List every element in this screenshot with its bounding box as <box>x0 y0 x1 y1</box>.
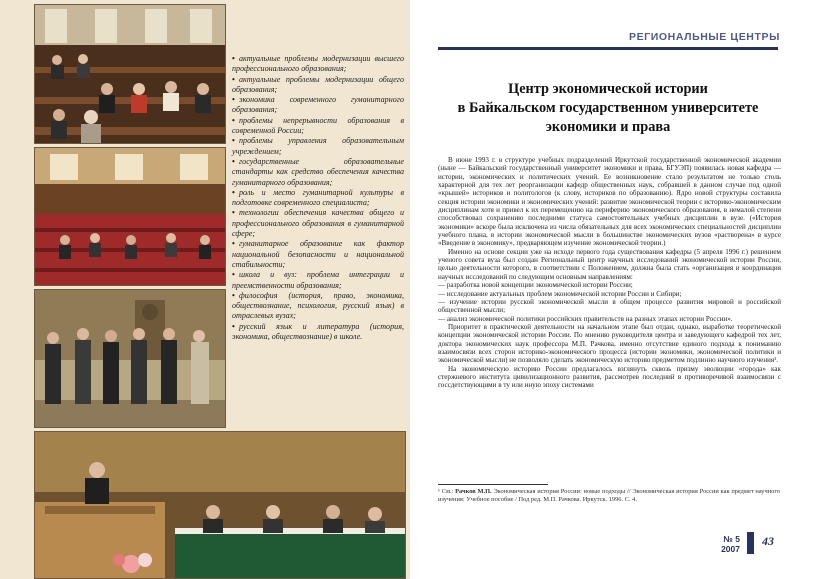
issue-year: 2007 <box>721 544 740 554</box>
paragraph: На экономическую историю России предлагалось взглянуть сквозь призму эволюции «города» как стержневого института цивилизационного развития, рассмотрев последний в противоречивой взаимосвязи с госсдетствующими в ту или иную эпоху системами <box>438 364 781 390</box>
paragraph: Приоритет в практической деятельности на начальном этапе был отдан, однако, выработке теоретической концепции экономической истории России. По мнению руководителя центра и заведующего кафедрой тех лет, доктора экономических наук профессора М.П. Рачкова, именно отсутствие единого подхода к пониманию взаимосвязи всех сторон историко-экономического процесса (истории экономики, экономической политики и экономической мысли) не позволяло сделать экономическую историю предметом подлинно научного изучения¹. <box>438 322 781 365</box>
article-title <box>438 80 778 137</box>
bullet-icon: • <box>232 239 235 249</box>
list-item: — исследование актуальных проблем экономической истории России и Сибири; <box>438 289 682 298</box>
list-item: — разработка новой концепции экономической истории России; <box>438 281 633 290</box>
title-line: Центр экономической истории <box>508 81 708 97</box>
issue-line: № 5 <box>723 534 740 544</box>
paragraph: Именно на основе секции уже на исходе первого года существования кафедры (5 апреля 1996 г.) решением ученого совета вуза был создан Региональный центр научных исследований экономической истории России, целью деятельности которого, в соответствии с Положением, должна была стать «организация и координация научных исследований по следующим основным направлениям: <box>438 247 781 281</box>
bullet-icon: • <box>232 208 235 218</box>
topics-bullet-list <box>232 54 404 342</box>
issue-number <box>706 534 740 554</box>
photo-presidium-speaker <box>34 431 406 579</box>
list-item: • проблемы непрерывности образования в современной России; <box>232 115 404 136</box>
footnote-author: Рачков М.П. <box>455 488 492 495</box>
list-item: • русский язык и литература (история, экономика, обществознание) в школе. <box>232 321 404 342</box>
photo-1-illustration <box>35 5 225 143</box>
bullet-icon: • <box>232 270 235 280</box>
header-divider <box>438 47 778 50</box>
list-item: • гуманитарное образование как фактор национальной безопасности и национальной стабильности; <box>232 239 404 269</box>
footnote-text: Экономическая история России: новые подходы // Экономическая история России как предмет научного изучения: Учебное пособие / Под ред. М.П. Рачкова. Иркутск. 1996. С. 4. <box>438 488 780 503</box>
bullet-icon: • <box>232 95 235 105</box>
photo-conference-audience-2 <box>34 147 226 286</box>
title-line: в Байкальском государственном университете <box>457 100 759 116</box>
issue-bar <box>747 532 754 554</box>
footnote <box>438 488 780 504</box>
list-item: • философия (история, право, экономика, обществознание, психология, русский язык) в отраслевых вузах; <box>232 290 404 321</box>
list-item: • школа и вуз: проблема интеграции и преемственности образования; <box>232 270 404 290</box>
list-item: — анализ экономической политики российских правительств на разных этапах истории России». <box>438 314 733 323</box>
photo-3-illustration <box>35 290 225 427</box>
list-item: • проблемы управления образовательным учреждением; <box>232 136 404 156</box>
list-item: • технологии обеспечения качества общего и профессионального образования в гуманитарной сфере; <box>232 208 404 239</box>
article-body <box>438 156 781 390</box>
photo-conference-audience-1 <box>34 4 226 144</box>
right-page <box>410 0 820 579</box>
list-item: — изучение истории русской экономической мысли в общем процессе развития мировой и российской общественной мысли; <box>438 297 781 315</box>
list-item: • роль и место гуманитарной культуры в подготовке современного специалиста; <box>232 187 404 208</box>
paragraph: В июне 1993 г. в структуре учебных подразделений Иркутской государственной экономической академии (ныне — Байкальский государственный университет экономики и права, БГУЭП) появилась новая кафедра — истории, экономических и политических учений. Ее возникновение стало результатом не только столь характерной для тех лет реорганизации кафедр общественных наук, собравшей в данном случае под одной «крышей» историков и политологов (к слову, историков по образованию). Ядро новой структуры составила секция истории экономики и экономических учений: развитие экономической теории с историко-экономическим дисциплинам хотя и привел к их перемещению на периферию экономического образования, в немалой степени способствовал сохранению последними статуса самостоятельных учебных дисциплин в вузе. («История экономики» вскоре была исключена из числа обязательных для всех экономических специальностей дисциплин учебного плана, в истории экономической мысли в большинстве экономических вузов «растворена» в курсе «Введение в экономику», предваряющем изучение экономической теории.) <box>438 156 781 248</box>
list-item: • экономика современного гуманитарного образования; <box>232 95 404 115</box>
bullet-icon: • <box>232 187 235 197</box>
bullet-icon: • <box>232 290 235 300</box>
footnote-divider <box>438 484 548 485</box>
photo-2-illustration <box>35 148 225 285</box>
bullet-icon: • <box>232 115 235 125</box>
footnote-prefix: ¹ См.: <box>438 488 454 495</box>
list-item: • государственные образовательные стандарты как средство обеспечения качества гуманитарного образования; <box>232 156 404 187</box>
bullet-icon: • <box>232 156 235 166</box>
list-item: • актуальные проблемы модернизации общего образования; <box>232 74 404 94</box>
page-number: 43 <box>762 534 774 548</box>
photo-group-participants <box>34 289 226 428</box>
list-item: • актуальные проблемы модернизации высшего профессионального образования; <box>232 54 404 74</box>
bullet-icon: • <box>232 74 235 84</box>
bullet-icon: • <box>232 54 235 63</box>
photo-4-illustration <box>35 432 405 578</box>
bullet-icon: • <box>232 136 235 146</box>
title-line: экономики и права <box>545 119 671 135</box>
section-header: РЕГИОНАЛЬНЫЕ ЦЕНТРЫ <box>628 31 780 43</box>
bullet-icon: • <box>232 321 235 331</box>
